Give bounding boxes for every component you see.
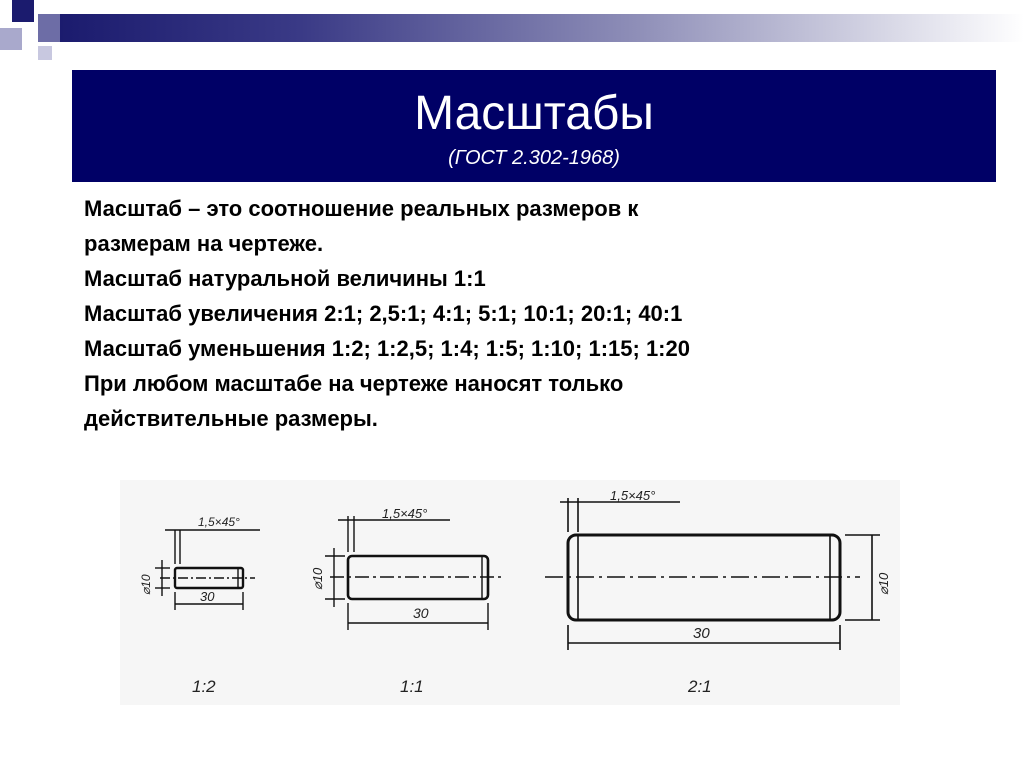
- scale-label-1-1: 1:1: [400, 677, 424, 696]
- corner-square-2: [38, 14, 60, 42]
- diameter-label-2-1: ⌀10: [876, 572, 891, 595]
- slide-title: Масштабы: [414, 87, 654, 140]
- body-line: Масштаб увеличения 2:1; 2,5:1; 4:1; 5:1; 10:1; 20:1; 40:1: [84, 301, 683, 326]
- scale-label-2-1: 2:1: [688, 677, 712, 696]
- chamfer-label-2-1: 1,5×45°: [610, 488, 656, 503]
- body-line: действительные размеры.: [84, 406, 378, 431]
- body-line: При любом масштабе на чертеже наносят только: [84, 371, 624, 396]
- length-label-1-1: 30: [413, 605, 429, 621]
- length-label-2-1: 30: [693, 625, 710, 642]
- chamfer-label-1-2: 1,5×45°: [198, 515, 240, 529]
- slide-body: [84, 191, 964, 436]
- slide-subtitle: (ГОСТ 2.302-1968): [448, 147, 620, 169]
- title-banner: [72, 70, 996, 182]
- body-line: Масштаб натуральной величины 1:1: [84, 266, 486, 291]
- corner-square-3: [0, 28, 22, 50]
- length-label-1-2: 30: [200, 589, 215, 604]
- body-line: Масштаб уменьшения 1:2; 1:2,5; 1:4; 1:5; 1:10; 1:15; 1:20: [84, 336, 690, 361]
- corner-square-4: [38, 46, 52, 60]
- corner-square-1: [12, 0, 34, 22]
- diameter-label-1-2: ⌀10: [139, 574, 153, 595]
- diameter-label-1-1: ⌀10: [310, 567, 325, 590]
- header-gradient-bar: [60, 14, 1024, 42]
- chamfer-label-1-1: 1,5×45°: [382, 506, 428, 521]
- scale-label-1-2: 1:2: [192, 677, 216, 696]
- body-line: Масштаб – это соотношение реальных размеров к: [84, 196, 639, 221]
- body-line: размерам на чертеже.: [84, 231, 324, 256]
- scale-drawings: [120, 480, 900, 705]
